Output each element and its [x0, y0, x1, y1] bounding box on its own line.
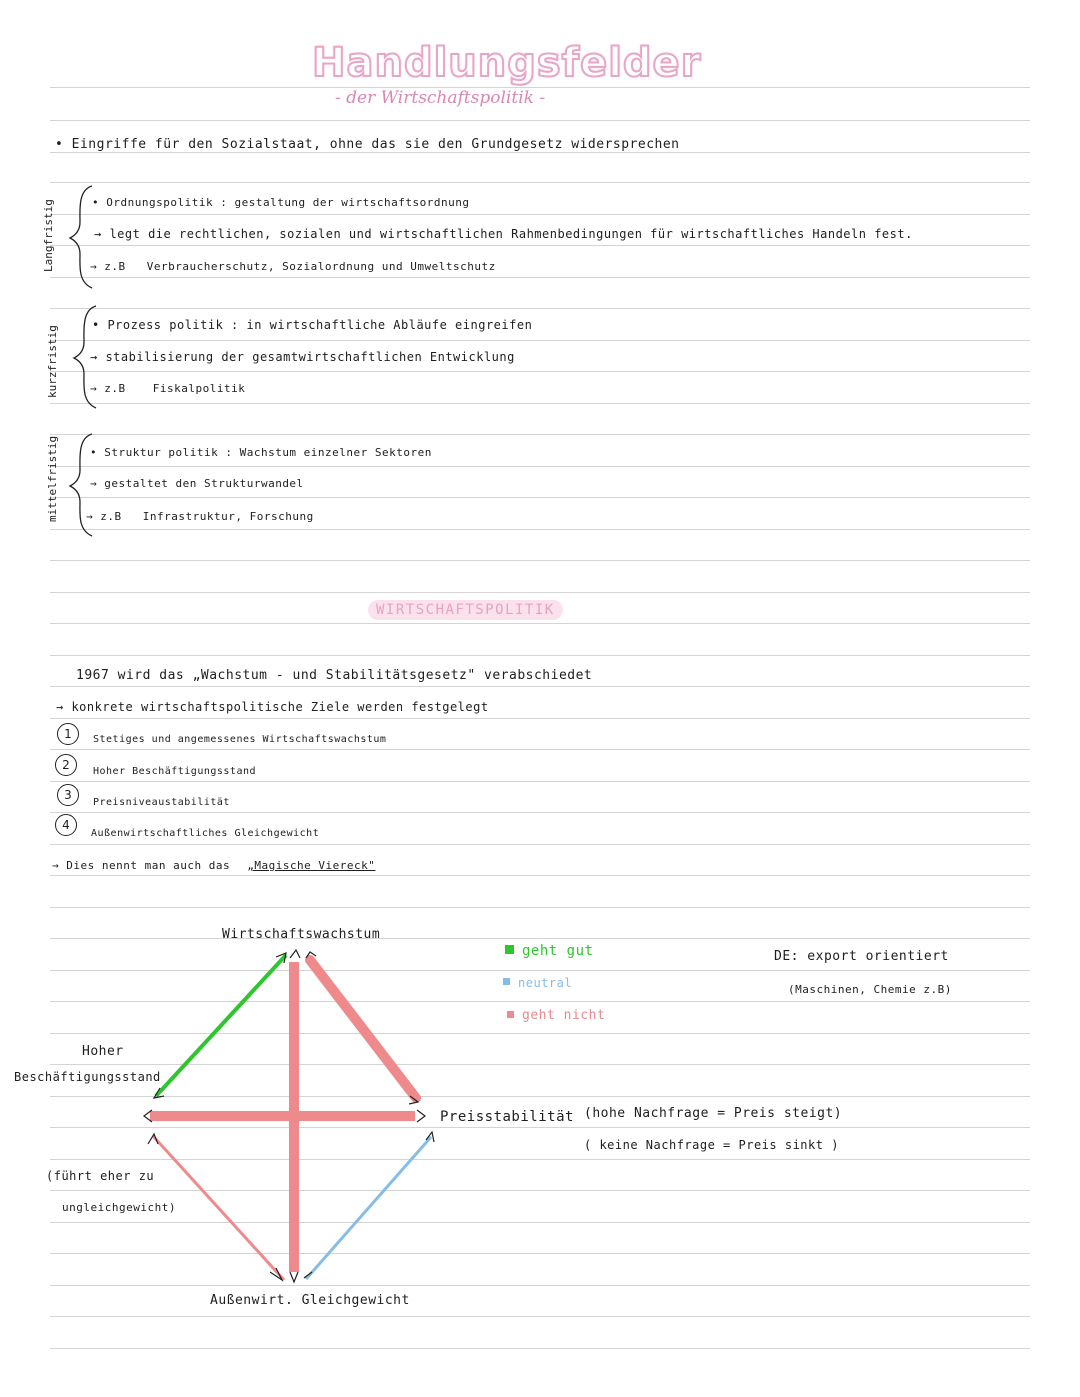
arrow-icon: → — [90, 260, 105, 273]
law-line1: 1967 wird das „Wachstum - und Stabilitätsgesetz" verabschiedet — [76, 668, 593, 683]
section-label-wirtschaftspolitik: WIRTSCHAFTSPOLITIK — [368, 600, 563, 620]
section1-line2: → legt die rechtlichen, sozialen und wirtschaftlichen Rahmenbedingungen für wirtschaftliches Handeln fest. — [94, 227, 913, 241]
de-note-line1: DE: export orientiert — [774, 949, 949, 964]
edge-external-price — [306, 1137, 431, 1279]
section2-line1: • Prozess politik : in wirtschaftliche Abläufe eingreifen — [92, 318, 533, 332]
section1-line1: • Ordnungspolitik : gestaltung der wirtschaftsordnung — [92, 196, 470, 209]
diagram-left-label-line1: Hoher — [82, 1044, 124, 1059]
page-title: Handlungsfelder — [312, 40, 702, 86]
goal-number-2: 2 — [55, 754, 77, 776]
page-subtitle: - der Wirtschaftspolitik - — [335, 88, 546, 108]
diagram-bottom-label: Außenwirt. Gleichgewicht — [210, 1293, 410, 1308]
goal-number-3: 3 — [57, 784, 79, 806]
diagram-top-label: Wirtschaftswachstum — [222, 927, 381, 942]
goal-text-1: Stetiges und angemessenes Wirtschaftswachstum — [93, 734, 387, 745]
diagram-left-label-line2: Beschäftigungsstand — [14, 1070, 161, 1084]
goal-text-4: Außenwirtschaftliches Gleichgewicht — [91, 828, 320, 839]
legend-swatch-neutral — [503, 978, 510, 985]
section3-line1: • Struktur politik : Wachstum einzelner Sektoren — [90, 446, 432, 459]
legend-label-bad: geht nicht — [522, 1008, 606, 1023]
note-left-line2: ungleichgewicht) — [62, 1201, 176, 1214]
arrow-icon: → — [90, 350, 106, 364]
legend-label-neutral: neutral — [518, 976, 573, 990]
de-note-line2: (Maschinen, Chemie z.B) — [788, 983, 952, 996]
arrow-icon: → — [90, 382, 105, 395]
goal-text-2: Hoher Beschäftigungsstand — [93, 766, 257, 777]
section2-line3: → z.B Fiskalpolitik — [90, 382, 246, 395]
section1-line3: → z.B Verbraucherschutz, Sozialordnung und Umweltschutz — [90, 260, 496, 273]
legend-swatch-good — [505, 945, 514, 954]
edge-growth-price — [310, 960, 416, 1098]
law-line2: → konkrete wirtschaftspolitische Ziele werden festgelegt — [56, 700, 489, 714]
section3-line2: → gestaltet den Strukturwandel — [90, 477, 304, 490]
side-label-langfristig: Langfristig — [42, 199, 55, 272]
side-label-mittelfristig: mittelfristig — [46, 435, 59, 522]
arrow-icon: → — [94, 227, 110, 241]
note-right-line2: ( keine Nachfrage = Preis sinkt ) — [584, 1138, 839, 1152]
edge-employment-growth — [156, 955, 286, 1096]
arrow-icon: → — [86, 510, 101, 523]
goal-text-3: Preisniveaustabilität — [93, 797, 230, 808]
legend-label-good: geht gut — [522, 943, 594, 959]
intro-text: • Eingriffe für den Sozialstaat, ohne das sie den Grundgesetz widersprechen — [55, 137, 680, 152]
goal-number-1: 1 — [57, 723, 79, 745]
legend-swatch-bad — [507, 1011, 514, 1018]
diagram-right-label: Preisstabilität — [440, 1109, 574, 1125]
arrow-icon: → — [90, 477, 105, 490]
arrow-icon: → — [56, 700, 72, 714]
side-label-kurzfristig: kurzfristig — [46, 325, 59, 398]
law-conclusion: → Dies nennt man auch das „Magische Viereck" — [52, 859, 376, 872]
note-right-line1: (hohe Nachfrage = Preis steigt) — [584, 1106, 843, 1121]
section3-line3: → z.B Infrastruktur, Forschung — [86, 510, 314, 523]
bullet-icon: • — [55, 137, 64, 152]
arrow-icon: → — [52, 859, 67, 872]
goal-number-4: 4 — [55, 814, 77, 836]
section2-line2: → stabilisierung der gesamtwirtschaftlichen Entwicklung — [90, 350, 515, 364]
section-braces — [0, 0, 1080, 560]
note-left-line1: (führt eher zu — [46, 1169, 155, 1183]
